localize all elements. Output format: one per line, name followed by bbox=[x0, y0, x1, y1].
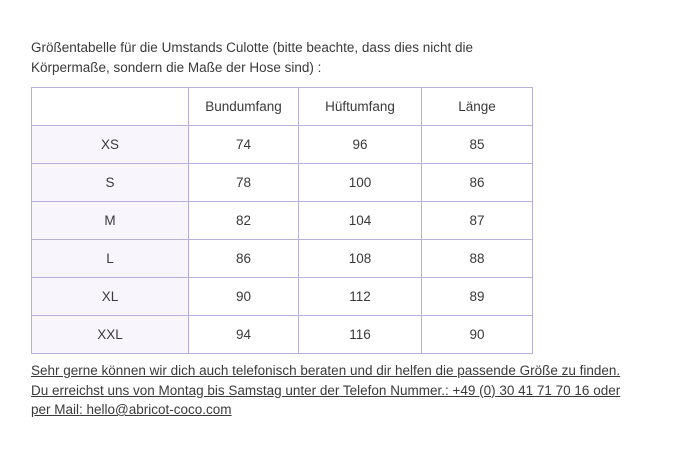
hueftumfang-value: 116 bbox=[299, 316, 422, 354]
laenge-value: 88 bbox=[422, 240, 533, 278]
contact-text bbox=[31, 361, 661, 420]
table-row bbox=[32, 278, 533, 316]
header-laenge: Länge bbox=[422, 88, 533, 126]
hueftumfang-value: 108 bbox=[299, 240, 422, 278]
bundumfang-value: 94 bbox=[189, 316, 299, 354]
intro-line-1: Größentabelle für die Umstands Culotte (bitte beachte, dass dies nicht die bbox=[31, 40, 473, 55]
mail-prefix: per Mail: bbox=[31, 402, 87, 417]
table-row bbox=[32, 126, 533, 164]
laenge-value: 85 bbox=[422, 126, 533, 164]
intro-line-2: Körpermaße, sondern die Maße der Hose sind) : bbox=[31, 60, 322, 75]
bundumfang-value: 90 bbox=[189, 278, 299, 316]
hueftumfang-value: 100 bbox=[299, 164, 422, 202]
size-label: XS bbox=[32, 126, 189, 164]
bundumfang-value: 86 bbox=[189, 240, 299, 278]
table-row bbox=[32, 316, 533, 354]
size-label: XL bbox=[32, 278, 189, 316]
bundumfang-value: 78 bbox=[189, 164, 299, 202]
header-size bbox=[32, 88, 189, 126]
email-link[interactable]: hello@abricot-coco.com bbox=[86, 402, 232, 417]
contact-line-1: Sehr gerne können wir dich auch telefonisch beraten und dir helfen die passende Größe zu finden. bbox=[31, 363, 621, 378]
contact-line-2: Du erreichst uns von Montag bis Samstag unter der Telefon Nummer.: +49 (0) 30 41 71 70 16 oder bbox=[31, 382, 621, 398]
table-row bbox=[32, 164, 533, 202]
hueftumfang-value: 104 bbox=[299, 202, 422, 240]
size-label: M bbox=[32, 202, 189, 240]
header-hueftumfang: Hüftumfang bbox=[299, 88, 422, 126]
size-table bbox=[31, 87, 533, 354]
table-header-row bbox=[32, 88, 533, 126]
table-row bbox=[32, 240, 533, 278]
header-bundumfang: Bundumfang bbox=[189, 88, 299, 126]
laenge-value: 89 bbox=[422, 278, 533, 316]
size-label: XXL bbox=[32, 316, 189, 354]
laenge-value: 86 bbox=[422, 164, 533, 202]
size-label: L bbox=[32, 240, 189, 278]
laenge-value: 90 bbox=[422, 316, 533, 354]
bundumfang-value: 74 bbox=[189, 126, 299, 164]
laenge-value: 87 bbox=[422, 202, 533, 240]
intro-text bbox=[31, 38, 551, 78]
contact-line-3 bbox=[31, 400, 661, 420]
table-row bbox=[32, 202, 533, 240]
hueftumfang-value: 96 bbox=[299, 126, 422, 164]
bundumfang-value: 82 bbox=[189, 202, 299, 240]
hueftumfang-value: 112 bbox=[299, 278, 422, 316]
size-label: S bbox=[32, 164, 189, 202]
